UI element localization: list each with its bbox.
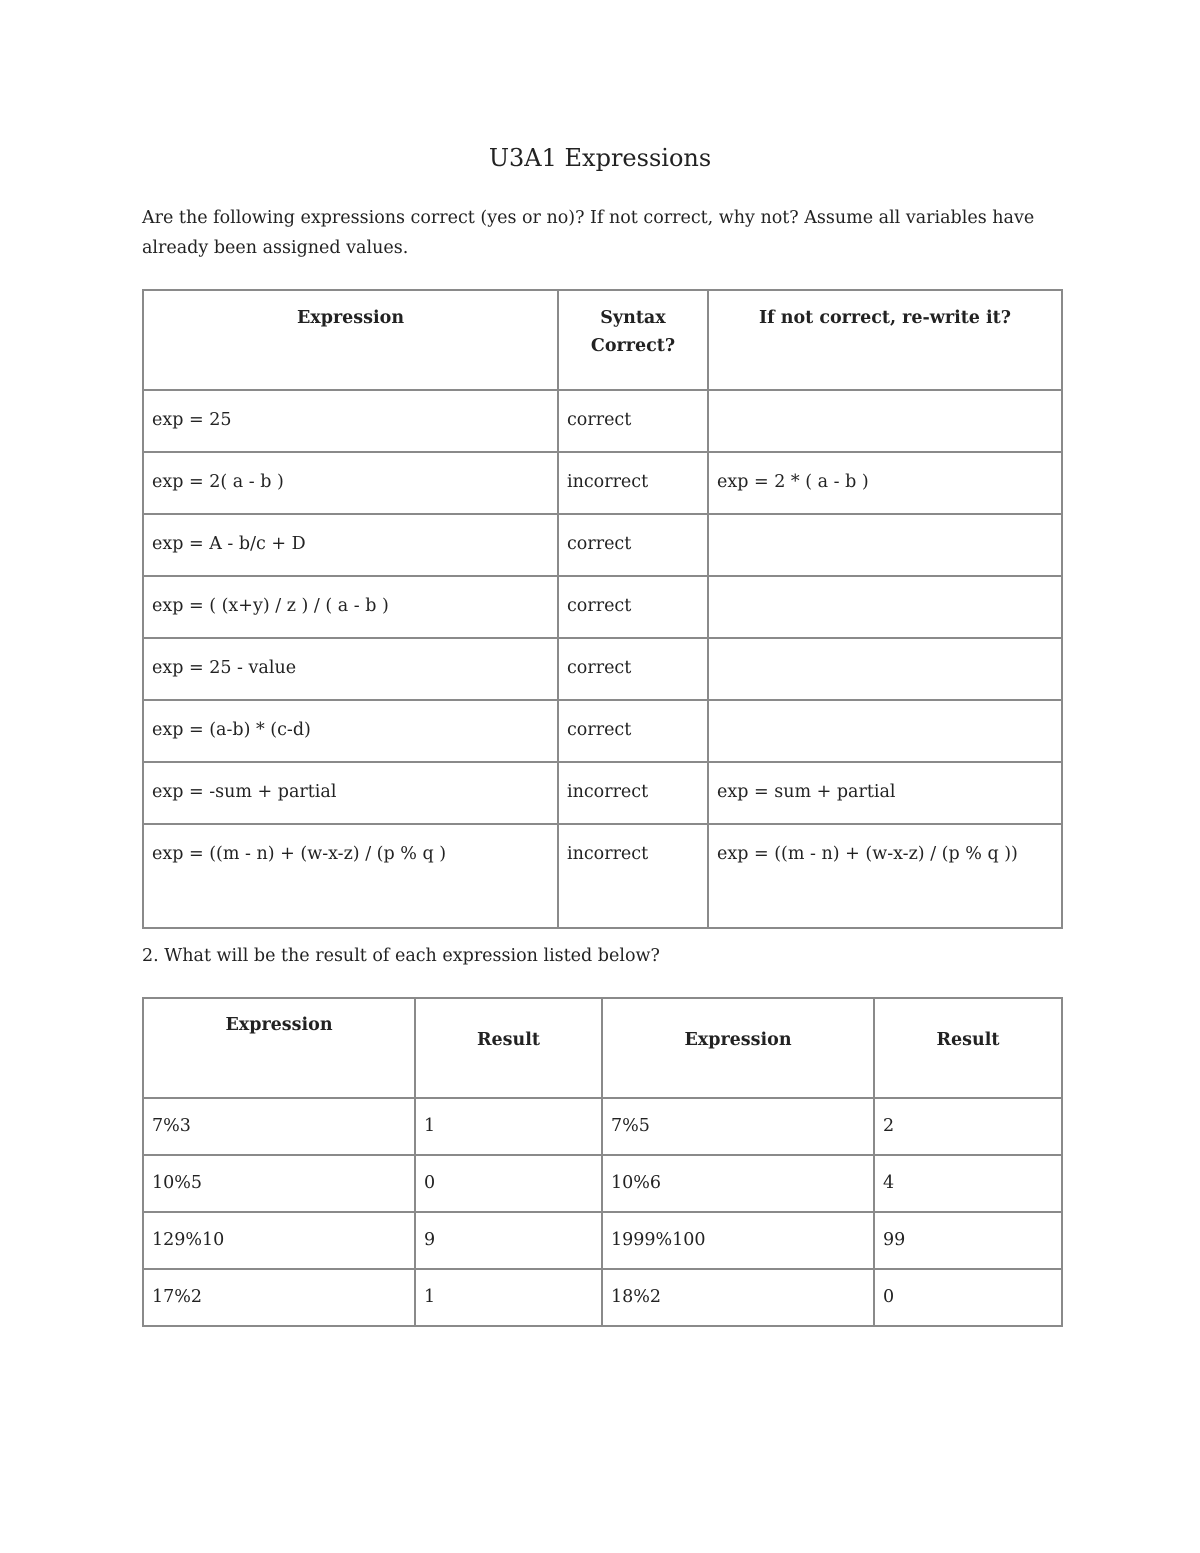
result-cell: 9 bbox=[415, 1212, 602, 1269]
expression-cell: 10%6 bbox=[602, 1155, 874, 1212]
document-title: U3A1 Expressions bbox=[488, 144, 712, 172]
table-row bbox=[143, 1098, 1062, 1155]
table-row bbox=[143, 514, 1062, 576]
expression-cell: 129%10 bbox=[143, 1212, 415, 1269]
rewrite-cell bbox=[708, 390, 1062, 452]
table-row bbox=[143, 1155, 1062, 1212]
expression-cell: exp = 25 - value bbox=[143, 638, 558, 700]
expression-cell: 18%2 bbox=[602, 1269, 874, 1326]
expression-cell: exp = (a-b) * (c-d) bbox=[143, 700, 558, 762]
results-table bbox=[142, 997, 1063, 1327]
rewrite-cell: exp = 2 * ( a - b ) bbox=[708, 452, 1062, 514]
syntax-cell: incorrect bbox=[558, 452, 708, 514]
column-header-result: Result bbox=[415, 998, 602, 1098]
expression-cell: exp = -sum + partial bbox=[143, 762, 558, 824]
syntax-cell: correct bbox=[558, 700, 708, 762]
expression-cell: 7%5 bbox=[602, 1098, 874, 1155]
table-row bbox=[143, 1269, 1062, 1326]
table-header-row bbox=[143, 998, 1062, 1098]
rewrite-cell bbox=[708, 514, 1062, 576]
table-row bbox=[143, 824, 1062, 928]
rewrite-cell: exp = ((m - n) + (w-x-z) / (p % q )) bbox=[708, 824, 1062, 928]
result-cell: 4 bbox=[874, 1155, 1062, 1212]
table-row bbox=[143, 700, 1062, 762]
result-cell: 0 bbox=[415, 1155, 602, 1212]
syntax-table bbox=[142, 289, 1063, 929]
syntax-correct-header-text: Syntax Correct? bbox=[590, 308, 676, 356]
expression-cell: 17%2 bbox=[143, 1269, 415, 1326]
column-header-expression: Expression bbox=[602, 998, 874, 1098]
syntax-cell: correct bbox=[558, 390, 708, 452]
column-header-syntax-correct bbox=[558, 290, 708, 390]
expression-cell: exp = 2( a - b ) bbox=[143, 452, 558, 514]
result-cell: 2 bbox=[874, 1098, 1062, 1155]
table-header-row bbox=[143, 290, 1062, 390]
column-header-expression: Expression bbox=[143, 290, 558, 390]
expression-cell: exp = 25 bbox=[143, 390, 558, 452]
question-2: 2. What will be the result of each expression listed below? bbox=[142, 946, 660, 966]
syntax-cell: incorrect bbox=[558, 824, 708, 928]
column-header-rewrite: If not correct, re-write it? bbox=[708, 290, 1062, 390]
syntax-cell: incorrect bbox=[558, 762, 708, 824]
table-row bbox=[143, 1212, 1062, 1269]
rewrite-cell bbox=[708, 700, 1062, 762]
expression-cell: exp = ( (x+y) / z ) / ( a - b ) bbox=[143, 576, 558, 638]
expression-cell: 7%3 bbox=[143, 1098, 415, 1155]
rewrite-cell bbox=[708, 576, 1062, 638]
column-header-expression: Expression bbox=[143, 998, 415, 1098]
rewrite-cell: exp = sum + partial bbox=[708, 762, 1062, 824]
intro-paragraph: Are the following expressions correct (yes or no)? If not correct, why not? Assume all variables have already been assigned values. bbox=[142, 208, 1035, 258]
expression-cell: exp = ((m - n) + (w-x-z) / (p % q ) bbox=[143, 824, 558, 928]
table-row bbox=[143, 452, 1062, 514]
rewrite-cell bbox=[708, 638, 1062, 700]
syntax-cell: correct bbox=[558, 576, 708, 638]
expression-cell: 10%5 bbox=[143, 1155, 415, 1212]
result-cell: 0 bbox=[874, 1269, 1062, 1326]
syntax-cell: correct bbox=[558, 638, 708, 700]
table-row bbox=[143, 576, 1062, 638]
result-cell: 1 bbox=[415, 1098, 602, 1155]
column-header-result: Result bbox=[874, 998, 1062, 1098]
syntax-cell: correct bbox=[558, 514, 708, 576]
expression-cell: 1999%100 bbox=[602, 1212, 874, 1269]
result-cell: 99 bbox=[874, 1212, 1062, 1269]
table-row bbox=[143, 762, 1062, 824]
result-cell: 1 bbox=[415, 1269, 602, 1326]
table-row bbox=[143, 390, 1062, 452]
table-row bbox=[143, 638, 1062, 700]
expression-cell: exp = A - b/c + D bbox=[143, 514, 558, 576]
